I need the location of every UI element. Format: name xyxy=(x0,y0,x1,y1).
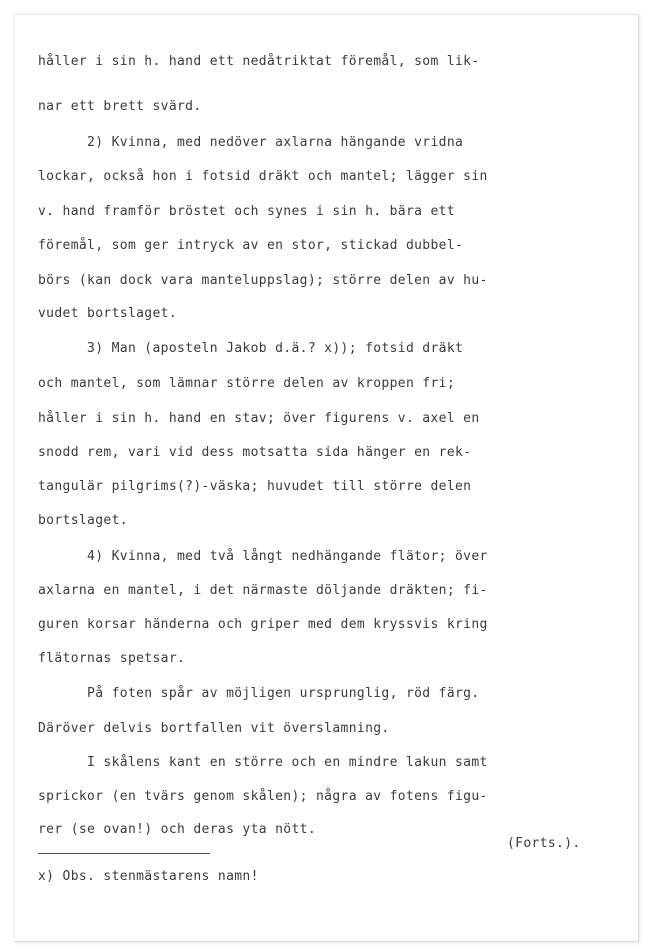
text-line: håller i sin h. hand en stav; över figurens v. axel en xyxy=(38,411,480,426)
text-line: 2) Kvinna, med nedöver axlarna hängande vridna xyxy=(38,135,464,150)
text-line: och mantel, som lämnar större delen av kroppen fri; xyxy=(38,376,456,391)
text-line: börs (kan dock vara manteluppslag); större delen av hu- xyxy=(38,273,488,288)
text-line: 3) Man (aposteln Jakob d.ä.? x)); fotsid dräkt xyxy=(38,341,464,356)
text-line: I skålens kant en större och en mindre lakun samt xyxy=(38,755,488,770)
text-line: tangulär pilgrims(?)-väska; huvudet till större delen xyxy=(38,479,472,494)
text-line: nar ett brett svärd. xyxy=(38,99,202,114)
text-line: rer (se ovan!) och deras yta nött. xyxy=(38,822,317,837)
text-line: sprickor (en tvärs genom skålen); några av fotens figu- xyxy=(38,789,488,804)
text-line: lockar, också hon i fotsid dräkt och mantel; lägger sin xyxy=(38,169,488,184)
text-line: På foten spår av möjligen ursprunglig, röd färg. xyxy=(38,686,480,701)
text-line: föremål, som ger intryck av en stor, stickad dubbel- xyxy=(38,238,464,253)
text-line: snodd rem, vari vid dess motsatta sida hänger en rek- xyxy=(38,445,472,460)
text-line: Däröver delvis bortfallen vit överslamning. xyxy=(38,721,390,736)
text-line: vudet bortslaget. xyxy=(38,306,178,321)
text-line: håller i sin h. hand ett nedåtriktat föremål, som lik- xyxy=(38,54,480,69)
text-line: v. hand framför bröstet och synes i sin h. bära ett xyxy=(38,204,456,219)
text-line: guren korsar händerna och griper med dem kryssvis kring xyxy=(38,617,488,632)
text-line: axlarna en mantel, i det närmaste döljande dräkten; fi- xyxy=(38,583,488,598)
text-line: 4) Kvinna, med två långt nedhängande flätor; över xyxy=(38,549,488,564)
continuation-note: (Forts.). xyxy=(507,836,581,851)
footnote: x) Obs. stenmästarens namn! xyxy=(38,869,259,884)
text-line: flätornas spetsar. xyxy=(38,651,186,666)
document-page xyxy=(14,14,639,942)
text-line: bortslaget. xyxy=(38,513,128,528)
footnote-divider xyxy=(38,853,210,854)
